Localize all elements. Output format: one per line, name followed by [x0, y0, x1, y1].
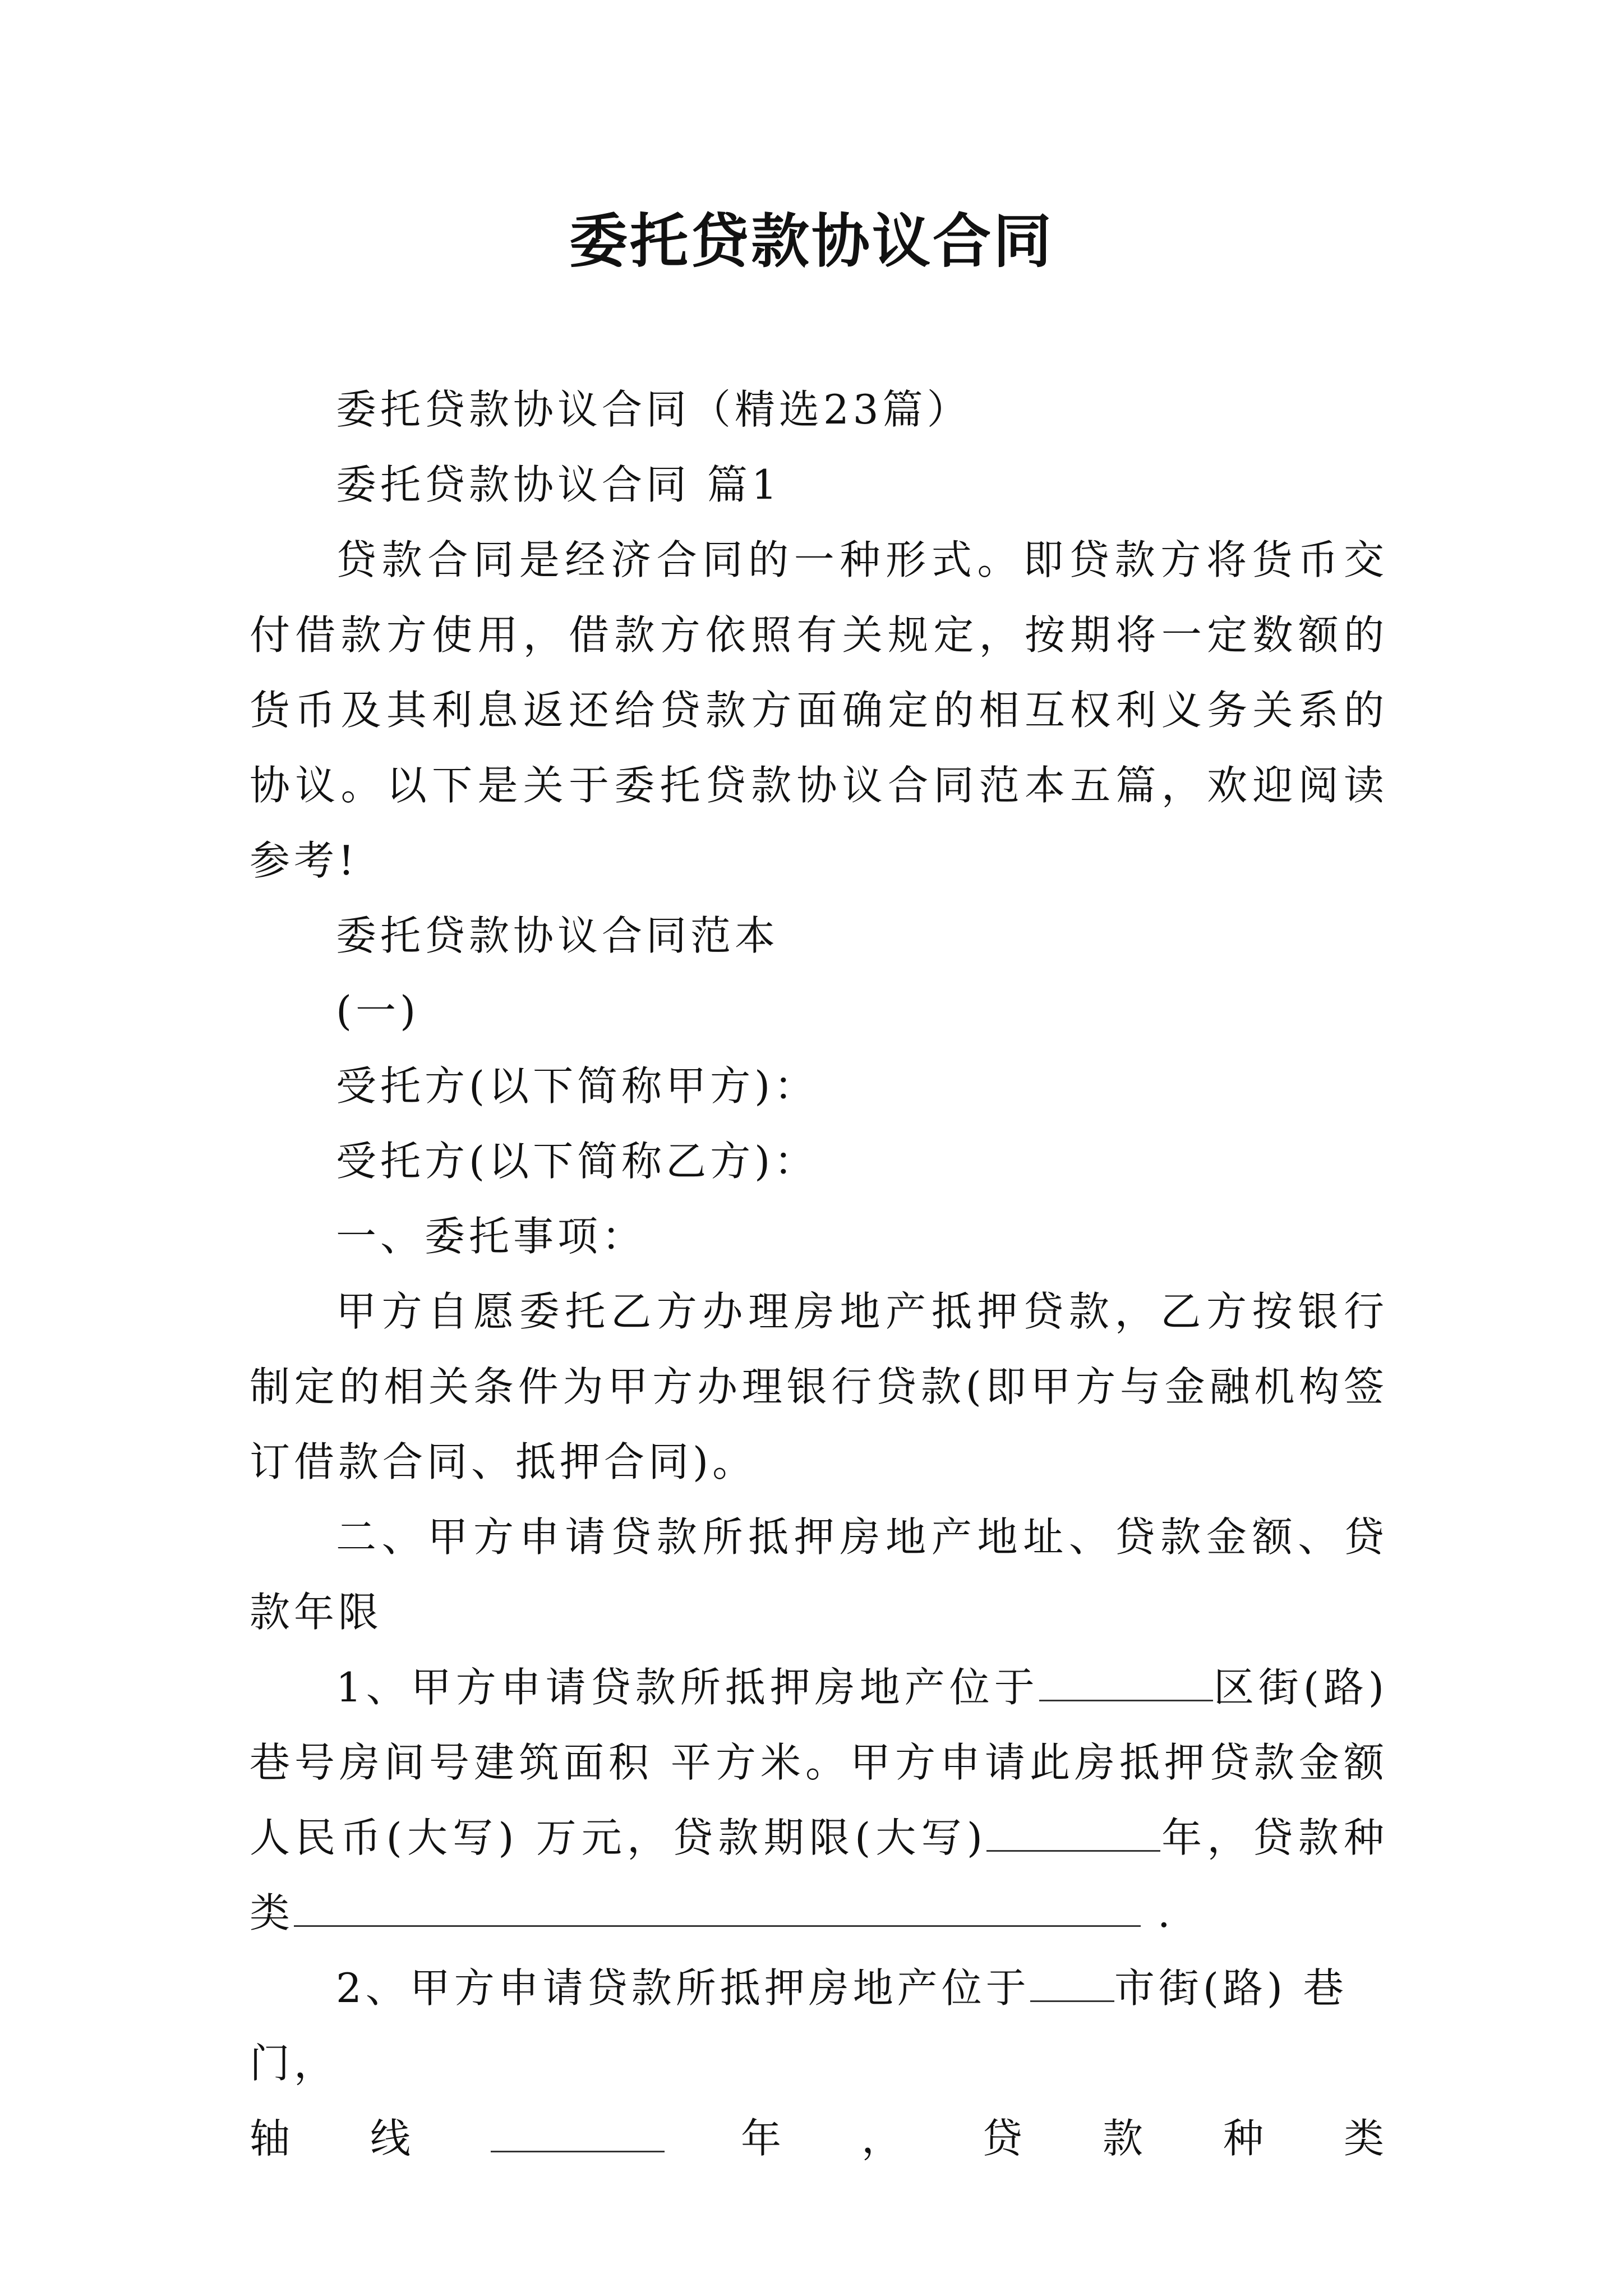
spread-word: 类 — [1343, 2115, 1388, 2162]
party-a-line: 受托方(以下简称甲方)： — [336, 1062, 819, 1110]
item-1-text-a: 1、甲方申请贷款所抵押房地产位于 — [336, 1664, 1039, 1711]
intro-paragraph: 贷款合同是经济合同的一种形式。即贷款方将货币交付借款方使用，借款方依照有关规定，按期将一定数额的货币及其利息返还给贷款方面确定的相互权利义务关系的协议。以下是关于委托贷款协议合同范本五篇，欢迎阅读参考! — [250, 536, 1388, 884]
party-b-line: 受托方(以下简称乙方)： — [336, 1138, 819, 1185]
spread-word: 种 — [1223, 2115, 1267, 2162]
item-2-paragraph — [250, 1950, 1388, 2101]
fill-blank[interactable] — [294, 1892, 1141, 1927]
fill-blank[interactable] — [1039, 1666, 1213, 1701]
item-1-paragraph — [250, 1650, 1388, 1950]
template-number: (一) — [336, 987, 420, 1034]
clause-1-text: 甲方自愿委托乙方办理房地产抵押贷款，乙方按银行制定的相关条件为甲方办理银行贷款(即甲方与金融机构签订借款合同、抵押合同)。 — [250, 1288, 1388, 1485]
item-1-text-d: . — [1141, 1889, 1174, 1936]
document-title: 委托贷款协议合同 — [569, 207, 1054, 275]
item-2-spread-line — [250, 2101, 1388, 2176]
fill-blank[interactable] — [491, 2117, 665, 2152]
fill-blank[interactable] — [986, 1816, 1160, 1852]
clause-1-heading: 一、委托事项： — [336, 1213, 647, 1260]
fill-blank[interactable] — [1030, 1967, 1114, 2002]
clause-2-heading: 二、甲方申请贷款所抵押房地产地址、贷款金额、贷款年限 — [250, 1513, 1388, 1636]
spread-word: ， — [861, 2115, 906, 2162]
spread-word: 线 — [370, 2115, 415, 2162]
document-body — [250, 372, 1388, 2176]
spread-word: 贷 — [981, 2115, 1026, 2162]
document-subtitle: 委托贷款协议合同（精选23篇） — [336, 386, 971, 433]
section-heading: 委托贷款协议合同 篇1 — [336, 461, 781, 508]
item-2-text-b: 市街(路) 巷门， — [250, 1964, 1348, 2087]
item-1-text-b: 区街(路) 巷号房间号建筑面积 平方米。甲方申请此房抵押贷款金额人民币(大写) 万元，贷款期限(大写) — [250, 1664, 1388, 1861]
template-title: 委托贷款协议合同范本 — [336, 912, 780, 959]
spread-word: 轴 — [250, 2115, 294, 2162]
spread-word: 款 — [1102, 2115, 1147, 2162]
item-2-text-a: 2、甲方申请贷款所抵押房地产位于 — [336, 1964, 1030, 2012]
spread-word: 年 — [740, 2115, 785, 2162]
item-1-text-c: 年，贷款种类 — [250, 1814, 1388, 1936]
